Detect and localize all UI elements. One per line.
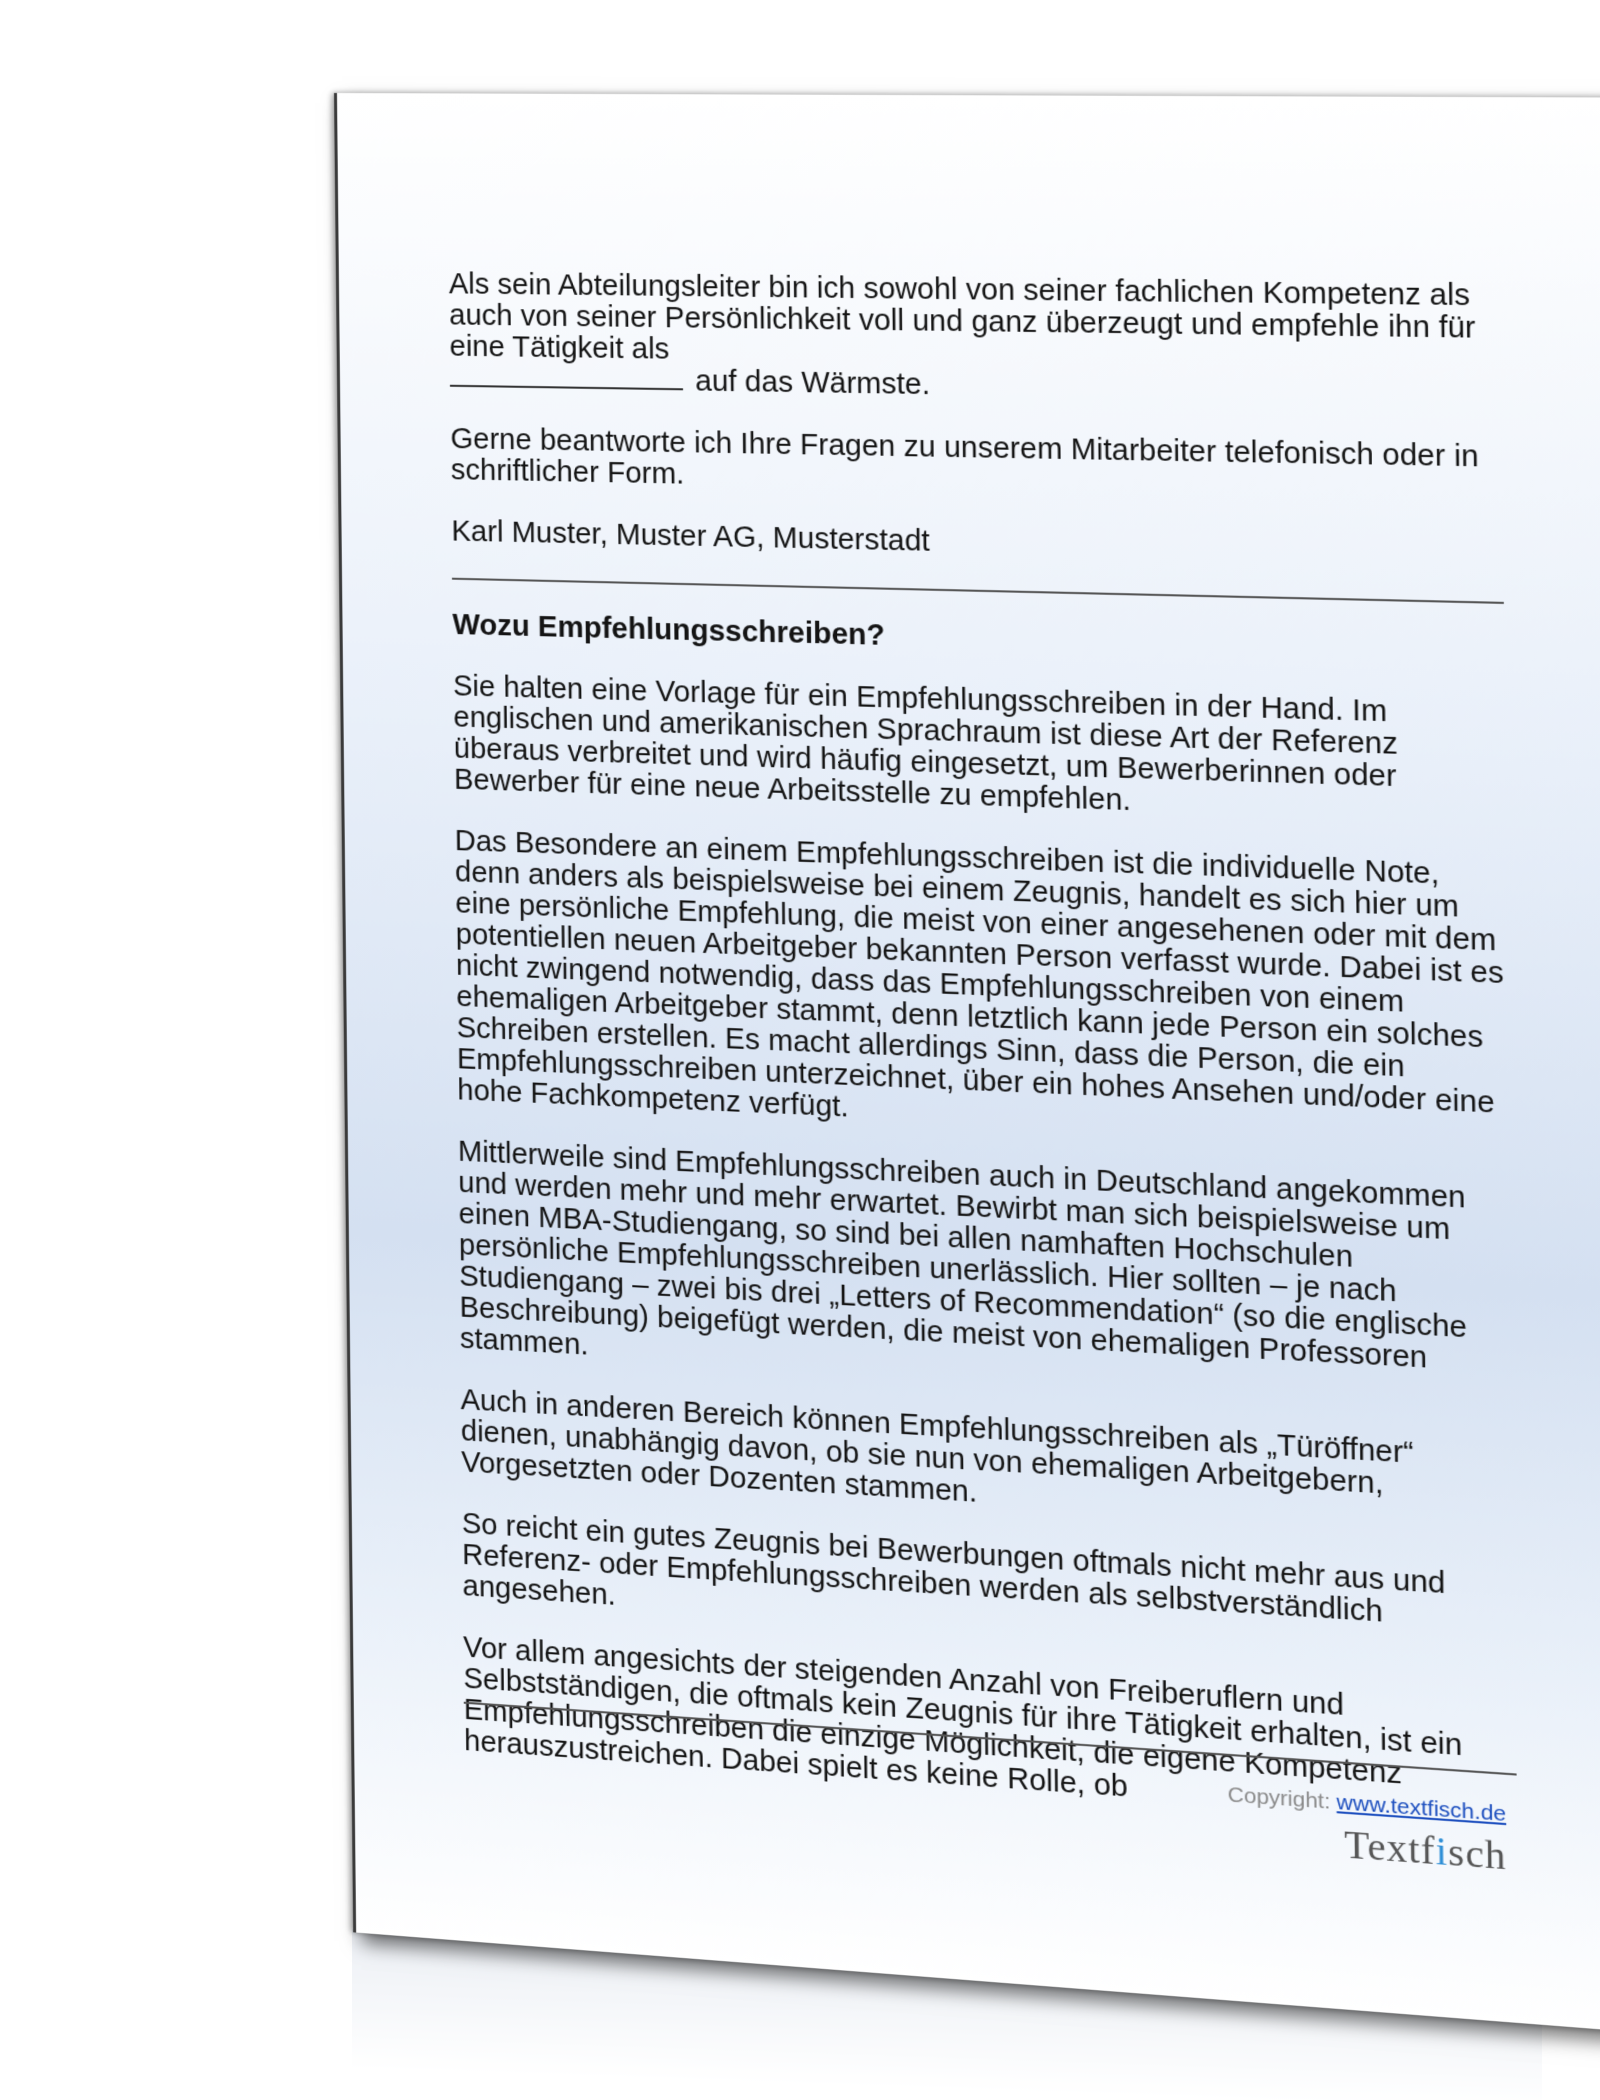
- logo-text-end: sch: [1447, 1830, 1507, 1879]
- body-paragraph: Mittlerweile sind Empfehlungsschreiben auch in Deutschland angekommen und werden mehr und mehr erwartet. Bewirbt man sich beispielsweise um einen MBA-Studiengang, so sind bei allen namhaften Hochschulen persönliche Empfehlungsschreiben unerlässlich. Hier sollten – je nach Studiengang – zwei bis drei „Letters of Recommendation“ (so die englische Beschreibung) beigefügt werden, die meist von ehemaligen Professoren stammen.: [457, 1135, 1468, 1375]
- body-paragraph: Auch in anderen Bereich können Empfehlungsschreiben als „Türöffner“ dienen, unabhängig davon, ob sie nun von ehemaligen Arbeitgebern, Vorgesetzten oder Dozenten stammen.: [460, 1383, 1414, 1509]
- body-paragraph: Vor allem angesichts der steigenden Anzahl von Freiberuflern und Selbstständigen, die oftmals kein Zeugnis für ihre Tätigkeit erhalten, ist ein Empfehlungsschreiben die einzige Möglichkeit, die eigene Kompetenz herauszustreichen. Dabei spielt es keine Rolle, ob: [462, 1631, 1463, 1804]
- paragraph-recommendation-text: Als sein Abteilungsleiter bin ich sowohl von seiner fachlichen Kompetenz als auch von seiner Persönlichkeit voll und ganz überzeugt und empfehle ihn für eine Tätigkeit als: [448, 268, 1476, 366]
- document-content: [449, 269, 1518, 1862]
- divider: [452, 578, 1504, 604]
- blank-line-field: [450, 363, 683, 391]
- paragraph-contact: Gerne beantworte ich Ihre Fragen zu unserem Mitarbeiter telefonisch oder in schriftlicher Form.: [450, 422, 1479, 491]
- body-paragraph: So reicht ein gutes Zeugnis bei Bewerbungen oftmals nicht mehr aus und Referenz- oder Empfehlungsschreiben werden als selbstverständlich angesehen.: [461, 1507, 1446, 1629]
- signature-line: Karl Muster, Muster AG, Musterstadt: [451, 515, 930, 558]
- body-paragraph: Sie halten eine Vorlage für ein Empfehlungsschreiben in der Hand. Im englischen und amerikanischen Sprachraum ist diese Art der Referenz überaus verbreitet und wird häufig eingesetzt, um Bewerberinnen oder Bewerber für eine neue Arbeitsstelle zu empfehlen.: [452, 670, 1398, 818]
- section-heading: Wozu Empfehlungsschreiben?: [452, 608, 886, 653]
- paragraph-recommendation-end: auf das Wärmste.: [695, 365, 931, 402]
- logo-text-start: Textf: [1343, 1823, 1436, 1874]
- paragraph-recommendation: [449, 269, 1502, 410]
- document-page: [334, 93, 1600, 2032]
- copyright-link[interactable]: www.textfisch.de: [1336, 1790, 1507, 1827]
- body-paragraph: Das Besondere an einem Empfehlungsschreiben ist die individuelle Note, denn anders als beispielsweise bei einem Zeugnis, handelt es sich hier um eine persönliche Empfehlung, die meist von einer angesehenen oder mit dem potentiellen neuen Arbeitgeber bekannten Person verfasst wurde. Dabei ist es nicht zwingend notwendig, dass das Empfehlungsschreiben von einem ehemaligen Arbeitgeber stammt, denn letztlich kann jede Person ein solches Schreiben erstellen. Es macht allerdings Sinn, dass die Person, die ein Empfehlungsschreiben unterzeichnet, über ein hohes Ansehen und/oder eine hohe Fachkompetenz verfügt.: [454, 824, 1504, 1124]
- copyright-label: Copyright:: [1227, 1782, 1331, 1814]
- logo-fish-letter: i: [1435, 1829, 1449, 1875]
- textfisch-logo: [1228, 1814, 1507, 1880]
